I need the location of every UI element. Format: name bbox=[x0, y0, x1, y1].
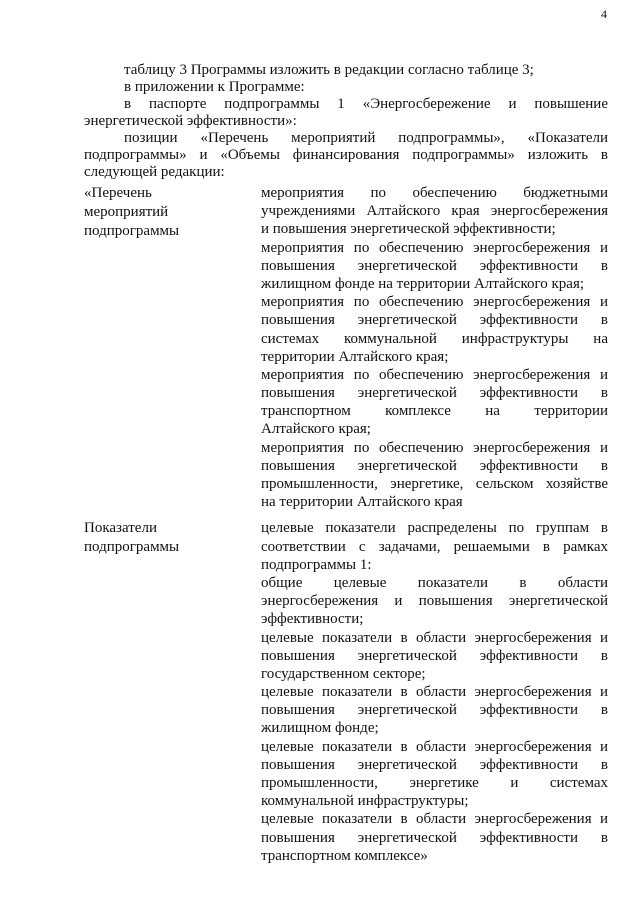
row-label-line: мероприятий bbox=[84, 204, 169, 220]
row-content-line: целевые показатели в области энергосбережения и bbox=[261, 738, 608, 755]
row-label-line: подпрограммы bbox=[84, 539, 180, 556]
intro-line-4a: позиции «Перечень мероприятий подпрограммы», «Показатели bbox=[124, 130, 608, 146]
row-content-line: государственном секторе; bbox=[261, 665, 426, 682]
row-content-line: повышения энергетической эффективности в bbox=[261, 829, 608, 846]
row-content-line: энергосбережения и повышения энергетической bbox=[261, 593, 608, 610]
table-row bbox=[84, 184, 608, 511]
row-content-line: общие целевые показатели в области bbox=[261, 574, 608, 591]
row-content-line: и повышения энергетической эффективности; bbox=[261, 221, 556, 238]
row-content-line: целевые показатели в области энергосбережения и bbox=[261, 629, 608, 646]
row-label bbox=[84, 184, 261, 511]
row-content-line: жилищном фонде; bbox=[261, 720, 379, 737]
row-content-line: подпрограммы 1: bbox=[261, 556, 372, 573]
row-label-line: «Перечень bbox=[84, 185, 152, 201]
row-content-line: мероприятия по обеспечению бюджетными bbox=[261, 185, 608, 201]
row-content-line: повышения энергетической эффективности в bbox=[261, 457, 608, 474]
row-content-line: целевые показатели в области энергосбережения и bbox=[261, 684, 608, 701]
row-label-line: Показатели bbox=[84, 520, 157, 537]
row-label bbox=[84, 519, 261, 865]
row-content-line: целевые показатели распределены по группам в bbox=[261, 520, 608, 537]
row-content-line: мероприятия по обеспечению энергосбережения и bbox=[261, 239, 608, 256]
row-content-line: целевые показатели в области энергосбережения и bbox=[261, 811, 608, 828]
row-content-line: территории Алтайского края; bbox=[261, 348, 449, 365]
row-content-line: повышения энергетической эффективности в bbox=[261, 756, 608, 773]
row-content-line: мероприятия по обеспечению энергосбережения и bbox=[261, 439, 608, 456]
intro-paragraphs bbox=[84, 62, 608, 181]
intro-line-3a: в паспорте подпрограммы 1 «Энергосбережение и повышение bbox=[124, 96, 608, 112]
row-content-line: повышения энергетической эффективности в bbox=[261, 257, 608, 274]
intro-line-2: в приложении к Программе: bbox=[124, 79, 305, 95]
row-content-line: промышленности, энергетике, сельском хозяйстве bbox=[261, 476, 608, 492]
row-content-line: транспортном комплексе» bbox=[261, 847, 428, 864]
intro-line-4b: подпрограммы» и «Объемы финансирования подпрограммы» изложить в bbox=[84, 147, 608, 163]
row-content-line: коммунальной инфраструктуры; bbox=[261, 793, 469, 810]
intro-line-3b: энергетической эффективности»: bbox=[84, 113, 297, 129]
row-content-line: учреждениями Алтайского края энергосбережения bbox=[261, 203, 608, 220]
row-label-line: подпрограммы bbox=[84, 223, 180, 239]
row-content-line: промышленности, энергетике и системах bbox=[261, 775, 608, 791]
row-content-line: соответствии с задачами, решаемыми в рамках bbox=[261, 538, 608, 555]
row-content-line: эффективности; bbox=[261, 611, 364, 628]
row-content bbox=[261, 184, 608, 511]
intro-line-1: таблицу 3 Программы изложить в редакции согласно таблице 3; bbox=[124, 62, 534, 78]
row-content-line: повышения энергетической эффективности в bbox=[261, 647, 608, 664]
page-number: 4 bbox=[601, 7, 607, 21]
row-content-line: повышения энергетической эффективности в bbox=[261, 312, 608, 329]
row-content-line: на территории Алтайского края bbox=[261, 494, 463, 511]
row-content bbox=[261, 519, 608, 865]
row-content-line: повышения энергетической эффективности в bbox=[261, 702, 608, 719]
row-content-line: мероприятия по обеспечению энергосбережения и bbox=[261, 366, 608, 383]
intro-line-4c: следующей редакции: bbox=[84, 164, 225, 180]
row-content-line: мероприятия по обеспечению энергосбережения и bbox=[261, 294, 608, 311]
row-content-line: жилищном фонде на территории Алтайского края; bbox=[261, 275, 585, 292]
row-content-line: системах коммунальной инфраструктуры на bbox=[261, 330, 608, 347]
row-content-line: транспортном комплексе на территории bbox=[261, 403, 608, 420]
row-content-line: повышения энергетической эффективности в bbox=[261, 385, 608, 402]
table-row bbox=[84, 519, 608, 865]
row-content-line: Алтайского края; bbox=[261, 421, 371, 438]
passport-table bbox=[84, 184, 608, 865]
